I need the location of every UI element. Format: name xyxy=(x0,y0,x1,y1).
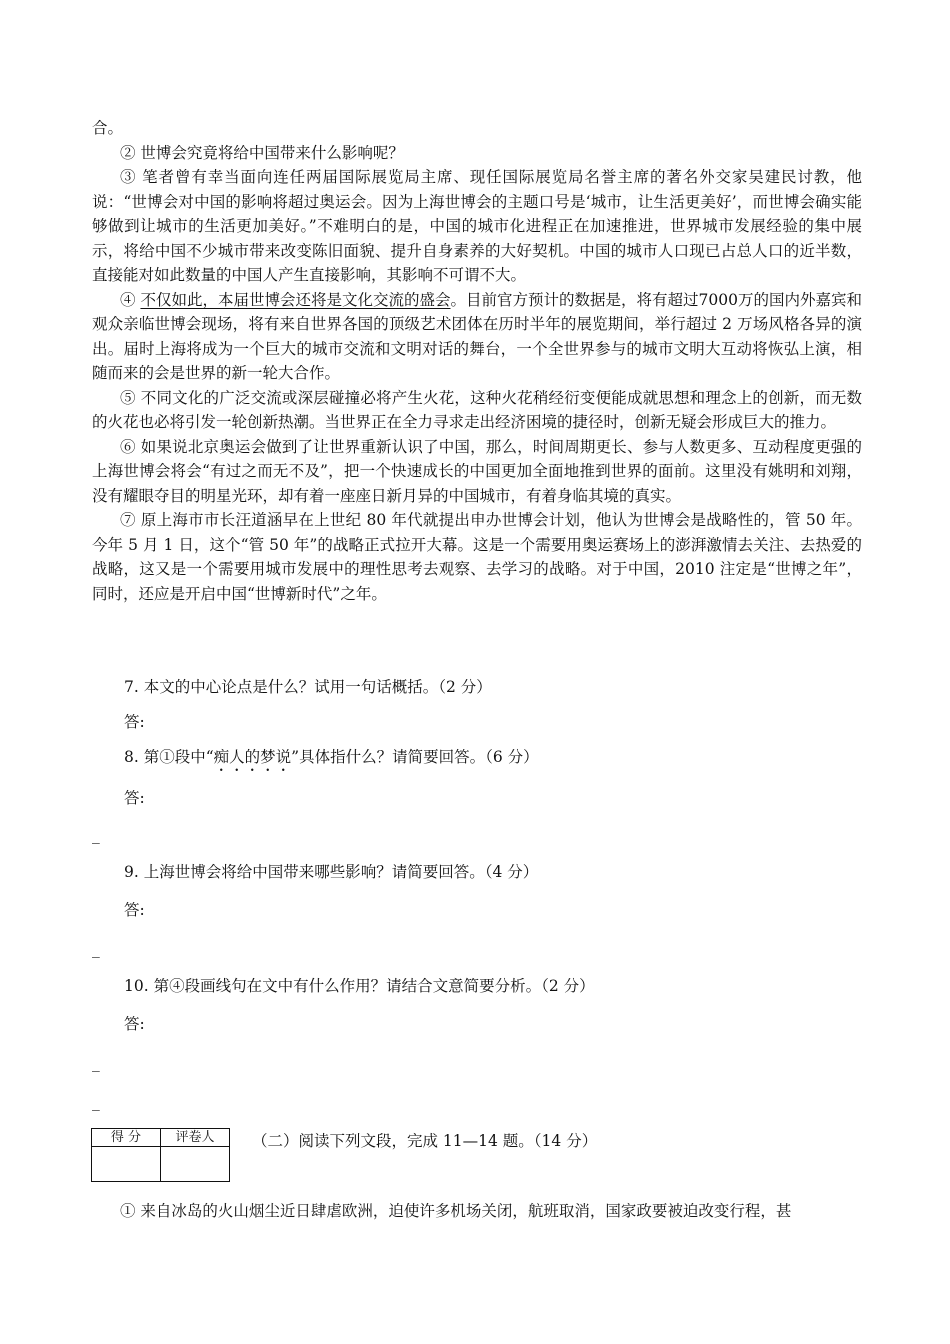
section-2-passage xyxy=(92,1199,862,1224)
question-9: 9. 上海世博会将给中国带来哪些影响？请简要回答。（4 分） xyxy=(124,863,539,881)
answer-blank-10b: _ xyxy=(92,1093,100,1111)
paragraph-6: ⑥ 如果说北京奥运会做到了让世界重新认识了中国，那么，时间周期更长、参与人数更多、互动程度更强的上海世博会将会“有过之而无不及”，把一个快速成长的中国更加全面地推到世界的面前。这里没有姚明和刘翔，没有耀眼夺目的明星光环，却有着一座座日新月异的中国城市，有着身临其境的真实。 xyxy=(92,437,862,505)
question-7: 7. 本文的中心论点是什么？试用一句话概括。（2 分） xyxy=(124,678,492,696)
question-8-suffix: ”具体指什么？请简要回答。（6 分） xyxy=(291,748,539,766)
score-cell[interactable] xyxy=(92,1147,161,1182)
section-2-heading: （二）阅读下列文段，完成 11—14 题。（14 分） xyxy=(252,1132,598,1150)
answer-blank-9: _ xyxy=(92,940,100,958)
passage-one xyxy=(92,116,862,606)
paragraph-2: ② 世博会究竟将给中国带来什么影响呢？ xyxy=(120,143,404,162)
paragraph-4-number: ④ xyxy=(120,290,141,309)
answer-blank-10a: _ xyxy=(92,1054,100,1072)
score-table xyxy=(91,1128,230,1182)
paragraph-4 xyxy=(92,288,862,386)
answer-label-9: 答: xyxy=(124,901,145,919)
question-8 xyxy=(124,745,539,775)
answer-label-8: 答: xyxy=(124,789,145,807)
paragraph-7: ⑦ 原上海市市长汪道涵早在上世纪 80 年代就提出申办世博会计划，他认为世博会是战略性的，管 50 年。 今年 5 月 1 日，这个“管 50 年”的战略正式拉开大幕。这是一个需要用奥运赛场上的澎湃激情去关注、去热爱的战略，这又是一个需要用城市发展中的理性思考去观察、去学习的战略。对于中国，2010 注定是“世博之年”，同时，还应是开启中国“世博新时代”之年。 xyxy=(92,511,862,603)
score-header: 得 分 xyxy=(92,1129,161,1147)
paragraph-4-rest: 。目前官方预计的数据是，将有超过7000万的国内外嘉宾和观众亲临世博会现场，将有来自世界各国的顶级艺术团体在历时半年的展览期间，举行超过 2 万场风格各异的演出。届时上海将成为一个巨大的城市交流和文明对话的舞台，一个全世界参与的城市文明大互动将恢弘上演，相随而来的会是世界的新一轮大合作。 xyxy=(92,290,862,382)
question-8-prefix: 8. 第①段中“ xyxy=(124,748,214,766)
dotted-phrase: 痴人的梦说 xyxy=(213,748,292,766)
section-2-paragraph-1: ① 来自冰岛的火山烟尘近日肆虐欧洲，迫使许多机场关闭，航班取消，国家政要被迫改变行程，甚 xyxy=(120,1202,792,1220)
answer-label-7: 答: xyxy=(124,713,145,731)
paragraph-3: ③ 笔者曾有幸当面向连任两届国际展览局主席、现任国际展览局名誉主席的著名外交家吴建民讨教，他说：“世博会对中国的影响将超过奥运会。因为上海世博会的主题口号是‘城市，让生活更美好’，而世博会确实能够做到让城市的生活更加美好。”不难明白的是，中国的城市化进程正在加速推进，世界城市发展经验的集中展示，将给中国不少城市带来改变陈旧面貌、提升自身素养的大好契机。中国的城市人口现已占总人口的近半数，直接能对如此数量的中国人产生直接影响，其影响不可谓不大。 xyxy=(92,168,862,284)
question-10: 10. 第④段画线句在文中有什么作用？请结合文意简要分析。（2 分） xyxy=(124,977,595,995)
passage-continuation: 合。 xyxy=(92,119,124,137)
answer-blank-8: _ xyxy=(92,826,100,844)
grader-header: 评卷人 xyxy=(161,1129,230,1147)
answer-label-10: 答: xyxy=(124,1015,145,1033)
underlined-sentence: 不仅如此，本届世博会还将是文化交流的盛会 xyxy=(140,290,451,309)
paragraph-5: ⑤ 不同文化的广泛交流或深层碰撞必将产生火花，这种火花稍经衍变便能成就思想和理念上的创新，而无数的火花也必将引发一轮创新热潮。当世界正在全力寻求走出经济困境的捷径时，创新无疑会形成巨大的推力。 xyxy=(92,388,862,431)
grader-cell[interactable] xyxy=(161,1147,230,1182)
